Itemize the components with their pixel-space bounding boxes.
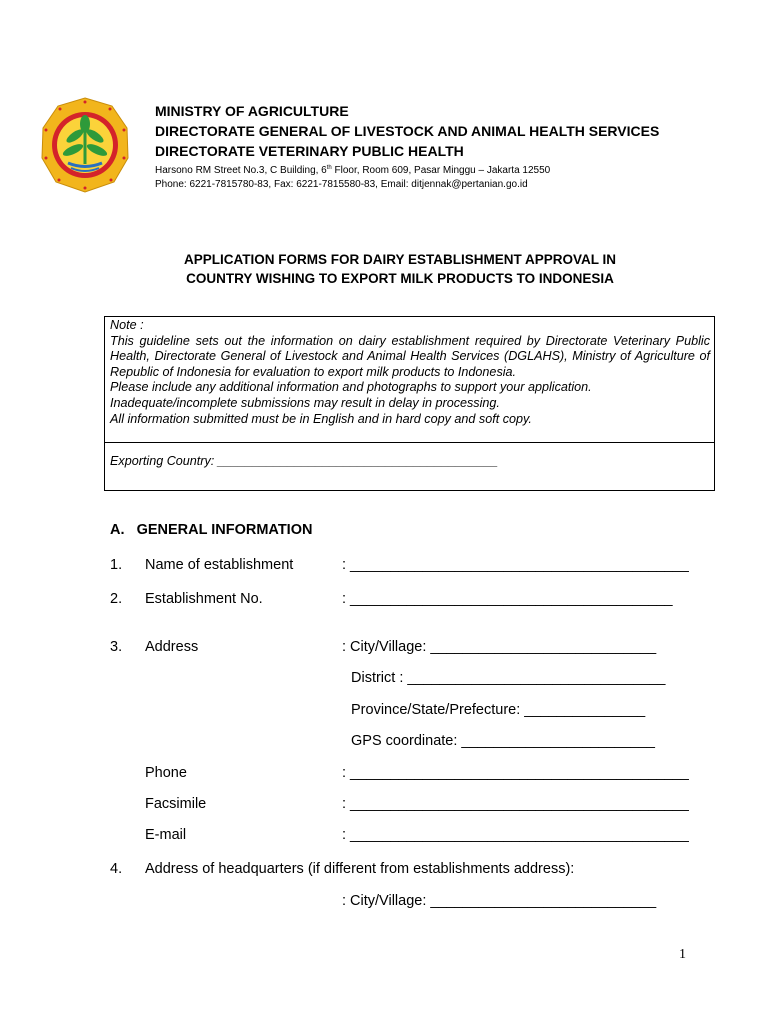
- field-label: Address of headquarters (if different from establishments address):: [145, 861, 575, 877]
- establishment-no-field[interactable]: : ________________________________________: [342, 591, 673, 607]
- form-title-line-1: APPLICATION FORMS FOR DAIRY ESTABLISHMENT APPROVAL IN: [183, 252, 616, 267]
- note-box: [104, 316, 715, 491]
- note-paragraph: This guideline sets out the information on dairy establishment required by Directorate Veterinary Public Health, Directorate General of Livestock and Animal Health Services (DGLAHS), Ministry of Agriculture of Republic of Indonesia for evaluation to export milk products to Indonesia.: [110, 333, 710, 379]
- directorate-general-name: DIRECTORATE GENERAL OF LIVESTOCK AND ANIMAL HEALTH SERVICES: [155, 123, 660, 139]
- facsimile-field[interactable]: : __________________________________________: [342, 796, 689, 812]
- note-heading: Note :: [110, 318, 144, 332]
- address-part: Harsono RM Street No.3, C Building, 6: [155, 165, 327, 176]
- phone-field[interactable]: : __________________________________________: [342, 765, 689, 781]
- ministry-name: MINISTRY OF AGRICULTURE: [155, 103, 349, 119]
- field-label: Establishment No.: [145, 591, 263, 607]
- section-title-general-information: A. GENERAL INFORMATION: [110, 522, 313, 538]
- field-label: Phone: [145, 765, 187, 781]
- city-village-field[interactable]: : City/Village: ____________________________: [342, 639, 657, 655]
- item-number: 2.: [110, 591, 123, 607]
- form-title: [100, 250, 700, 288]
- name-of-establishment-field[interactable]: : __________________________________________: [342, 557, 689, 573]
- gps-coordinate-field[interactable]: GPS coordinate: ________________________: [351, 733, 655, 749]
- district-field[interactable]: District : ________________________________: [351, 670, 666, 686]
- address-sup: th: [326, 165, 332, 171]
- item-number: 1.: [110, 557, 123, 573]
- office-address: [155, 164, 755, 178]
- note-section: [105, 317, 714, 443]
- note-line-language: All information submitted must be in English and in hard copy and soft copy.: [110, 411, 532, 426]
- directorate-name: DIRECTORATE VETERINARY PUBLIC HEALTH: [155, 143, 464, 159]
- province-state-prefecture-field[interactable]: Province/State/Prefecture: _______________: [351, 702, 646, 718]
- email-field[interactable]: : __________________________________________: [342, 827, 689, 843]
- field-label: Facsimile: [145, 796, 207, 812]
- ministry-logo: [40, 96, 130, 194]
- field-label: Name of establishment: [145, 557, 294, 573]
- address-part: Floor, Room 609, Pasar Minggu – Jakarta 12550: [331, 165, 551, 176]
- note-line-additional: Please include any additional information and photographs to support your application.: [110, 380, 592, 395]
- field-label: Address: [145, 639, 199, 655]
- page-number: 1: [679, 947, 686, 962]
- field-label: E-mail: [145, 827, 187, 843]
- office-contact: Phone: 6221-7815780-83, Fax: 6221-7815580-83, Email: ditjennak@pertanian.go.id: [155, 179, 528, 190]
- letterhead: [155, 101, 755, 192]
- hq-city-village-field[interactable]: : City/Village: ____________________________: [342, 893, 657, 909]
- exporting-country-field[interactable]: Exporting Country: ________________________________________: [110, 454, 498, 468]
- item-number: 4.: [110, 861, 123, 877]
- note-line-inadequate: Inadequate/incomplete submissions may result in delay in processing.: [110, 395, 500, 410]
- item-number: 3.: [110, 639, 123, 655]
- form-title-line-2: COUNTRY WISHING TO EXPORT MILK PRODUCTS TO INDONESIA: [186, 271, 614, 286]
